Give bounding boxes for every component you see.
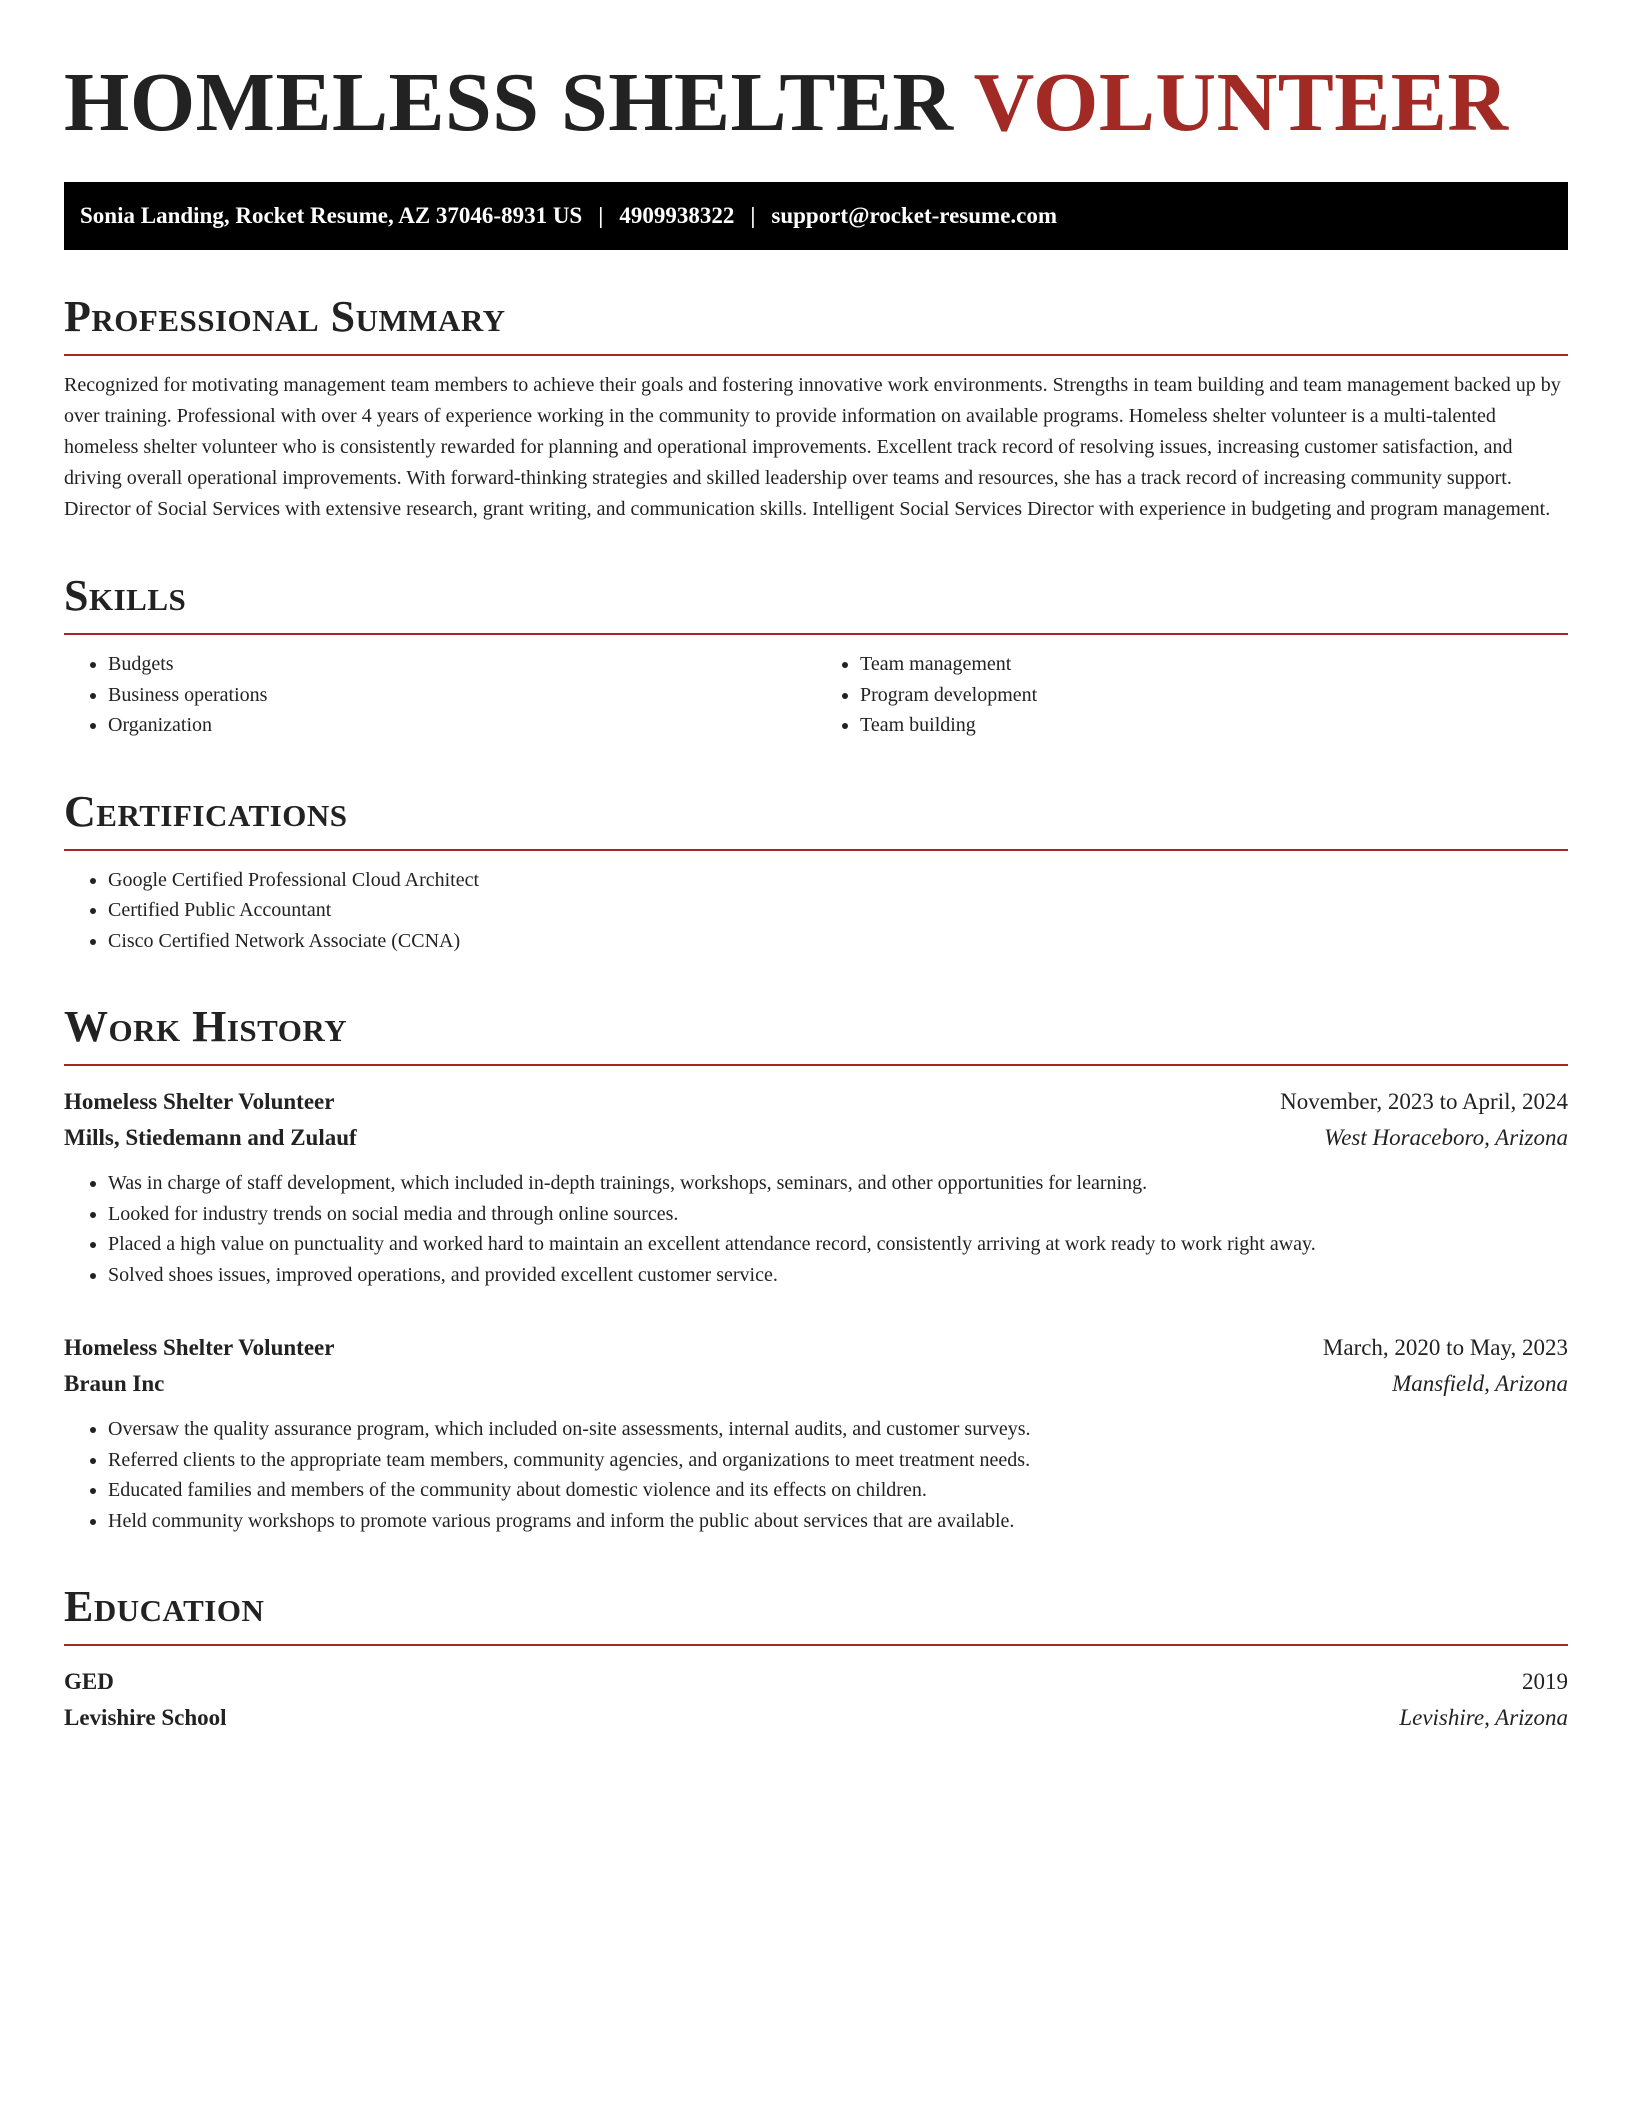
certification-item: • Google Certified Professional Cloud Architect: [108, 865, 1568, 896]
skill-item: • Team building: [860, 710, 1568, 741]
job-location: Mansfield, Arizona: [1392, 1371, 1568, 1396]
job-header-row: [64, 1084, 1568, 1120]
contact-separator: |: [750, 203, 756, 228]
certification-item: • Certified Public Accountant: [108, 895, 1568, 926]
education-degree: GED: [64, 1669, 114, 1694]
section-heading: Professional Summary: [64, 290, 1568, 356]
professional-summary-section: [64, 290, 1568, 525]
skills-list-left: [64, 649, 816, 741]
skill-item: • Budgets: [108, 649, 816, 680]
section-heading: Skills: [64, 569, 1568, 635]
skill-item: • Program development: [860, 680, 1568, 711]
job-company: Mills, Stiedemann and Zulauf: [64, 1125, 357, 1150]
section-heading: Certifications: [64, 785, 1568, 851]
skills-section: [64, 569, 1568, 741]
job-title: Homeless Shelter Volunteer: [64, 1089, 335, 1114]
job-duty-item: • Oversaw the quality assurance program, which included on-site assessments, internal audits, and customer surveys.: [108, 1414, 1568, 1445]
job-duty-item: • Placed a high value on punctuality and worked hard to maintain an excellent attendance record, consistently arriving at work ready to work right away.: [108, 1229, 1568, 1260]
job-duty-item: • Referred clients to the appropriate team members, community agencies, and organizations to meet treatment needs.: [108, 1445, 1568, 1476]
contact-separator: |: [598, 203, 604, 228]
job-duty-item: • Was in charge of staff development, which included in-depth trainings, workshops, seminars, and other opportunities for learning.: [108, 1168, 1568, 1199]
job-duties-list: [64, 1414, 1568, 1536]
job-entry: [64, 1330, 1568, 1536]
contact-email: support@rocket-resume.com: [771, 203, 1058, 228]
education-year: 2019: [1522, 1669, 1568, 1694]
skill-item: • Team management: [860, 649, 1568, 680]
job-location: West Horaceboro, Arizona: [1324, 1125, 1568, 1150]
job-header-row: [64, 1330, 1568, 1366]
contact-phone: 4909938322: [619, 203, 735, 228]
title-main: HOMELESS SHELTER: [64, 56, 954, 149]
contact-address: Sonia Landing, Rocket Resume, AZ 37046-8931 US: [80, 203, 583, 228]
title-accent: VOLUNTEER: [973, 56, 1509, 149]
certifications-list: [64, 865, 1568, 957]
section-heading: Education: [64, 1580, 1568, 1646]
job-duty-item: • Looked for industry trends on social media and through online sources.: [108, 1199, 1568, 1230]
job-duty-item: • Held community workshops to promote various programs and inform the public about services that are available.: [108, 1506, 1568, 1537]
education-header-row: [64, 1664, 1568, 1700]
education-school-row: [64, 1700, 1568, 1736]
job-dates: November, 2023 to April, 2024: [1280, 1089, 1568, 1114]
job-duty-item: • Solved shoes issues, improved operations, and provided excellent customer service.: [108, 1260, 1568, 1291]
summary-text: Recognized for motivating management team members to achieve their goals and fostering innovative work environments. Strengths in team building and team management backed up by over training. Professional with over 4 years of experience working in the community to provide information on available programs. Homeless shelter volunteer is a multi-talented homeless shelter volunteer who is consistently rewarded for planning and operational improvements. Excellent track record of resolving issues, increasing customer satisfaction, and driving overall operational improvements. With forward-thinking strategies and skilled leadership over teams and resources, she has a track record of increasing community support. Director of Social Services with extensive research, grant writing, and communication skills. Intelligent Social Services Director with experience in budgeting and program management.: [64, 374, 1561, 520]
job-entry: [64, 1084, 1568, 1290]
certification-item: • Cisco Certified Network Associate (CCNA): [108, 926, 1568, 957]
job-duties-list: [64, 1168, 1568, 1290]
education-location: Levishire, Arizona: [1399, 1705, 1568, 1730]
section-heading: Work History: [64, 1000, 1568, 1066]
education-school: Levishire School: [64, 1705, 227, 1730]
job-dates: March, 2020 to May, 2023: [1322, 1335, 1568, 1360]
job-company: Braun Inc: [64, 1371, 165, 1396]
certifications-section: [64, 785, 1568, 957]
skill-item: • Organization: [108, 710, 816, 741]
skills-list-right: [816, 649, 1568, 741]
skills-grid: [64, 649, 1568, 741]
job-company-row: [64, 1120, 1568, 1156]
education-entry: [64, 1664, 1568, 1736]
job-title: Homeless Shelter Volunteer: [64, 1335, 335, 1360]
skill-item: • Business operations: [108, 680, 816, 711]
job-company-row: [64, 1366, 1568, 1402]
work-history-section: [64, 1000, 1568, 1536]
contact-bar: [64, 182, 1568, 250]
job-duty-item: • Educated families and members of the community about domestic violence and its effects on children.: [108, 1475, 1568, 1506]
education-section: [64, 1580, 1568, 1736]
resume-title: [64, 48, 1568, 158]
